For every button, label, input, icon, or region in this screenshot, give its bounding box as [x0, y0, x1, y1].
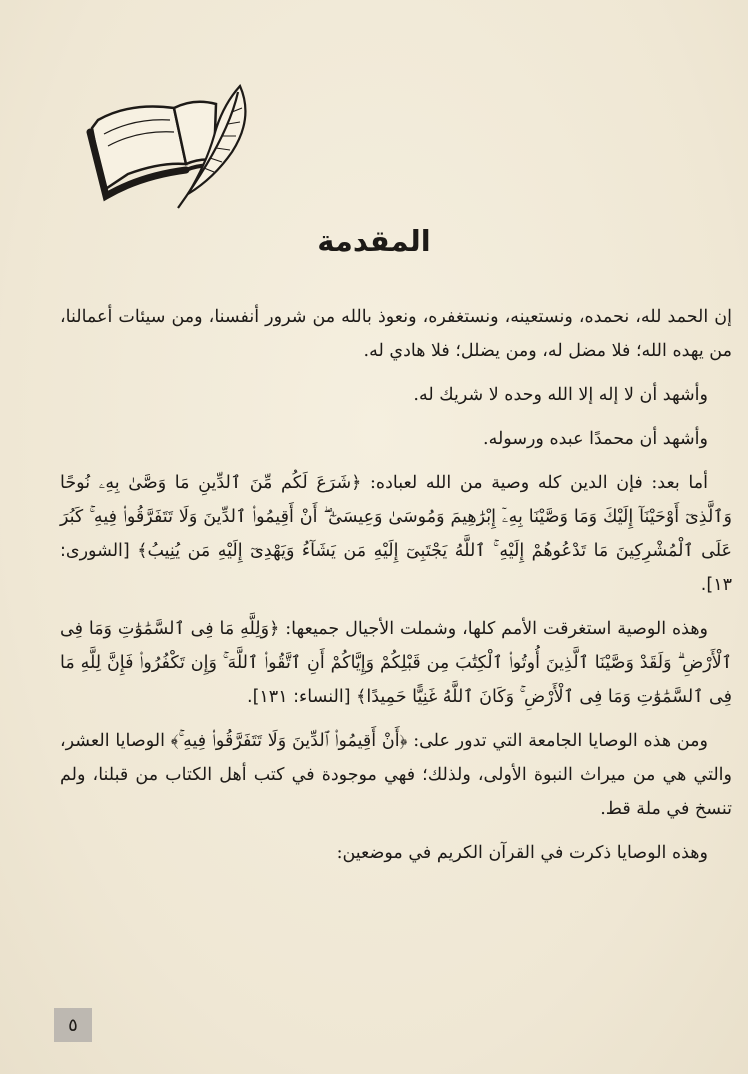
- open-book-and-quill-icon: [82, 78, 252, 218]
- continuation-text: الوصايا العشر، والتي هي من ميراث النبوة الأولى، ولذلك؛ فهي موجودة في كتب أهل الكتاب من قبلنا، ولم تنسخ في ملة قط.: [60, 731, 732, 819]
- body-text: [60, 300, 732, 880]
- page-title: المقدمة: [317, 224, 431, 258]
- paragraph-two-places: وهذه الوصايا ذكرت في القرآن الكريم في موضعين:: [336, 843, 708, 863]
- intro-text: أما بعد: فإن الدين كله وصية من الله لعباده:: [361, 473, 708, 493]
- quran-verse: ﴿شَرَعَ لَكُم مِّنَ ٱلدِّينِ مَا وَصَّىٰ بِهِۦ نُوحًا وَٱلَّذِىٓ أَوْحَيْنَآ إِلَيْكَ وَمَا وَصَّيْنَا بِهِۦٓ إِبْرَٰهِيمَ وَمُوسَىٰ وَعِيسَىٰٓ ۖ أَنْ أَقِيمُوا۟ ٱلدِّينَ وَلَا تَتَفَرَّقُوا۟ فِيهِ ۚ كَبُرَ عَلَى ٱلْمُشْرِكِينَ مَا تَدْعُوهُمْ إِلَيْهِ ۚ ٱللَّهُ يَجْتَبِىٓ إِلَيْهِ مَن يَشَآءُ وَيَهْدِىٓ إِلَيْهِ مَن يُنِيبُ﴾: [60, 473, 733, 561]
- page-number: ٥: [54, 1008, 92, 1042]
- quran-verse: ﴿أَنْ أَقِيمُوا۟ ٱلدِّينَ وَلَا تَتَفَرَّقُوا۟ فِيهِ ۚ﴾: [170, 731, 408, 751]
- intro-text: ومن هذه الوصايا الجامعة التي تدور على:: [407, 731, 708, 751]
- verse-reference: [النساء: ١٣١].: [247, 687, 357, 707]
- verse-reference: [الشورى: ١٣].: [60, 541, 732, 595]
- quran-verse: ﴿وَلِلَّهِ مَا فِى ٱلسَّمَٰوَٰتِ وَمَا فِى ٱلْأَرْضِ ۗ وَلَقَدْ وَصَّيْنَا ٱلَّذِينَ أُوتُوا۟ ٱلْكِتَٰبَ مِن قَبْلِكُمْ وَإِيَّاكُمْ أَنِ ٱتَّقُوا۟ ٱللَّهَ ۚ وَإِن تَكْفُرُوا۟ فَإِنَّ لِلَّهِ مَا فِى ٱلسَّمَٰوَٰتِ وَمَا فِى ٱلْأَرْضِ ۚ وَكَانَ ٱللَّهُ غَنِيًّا حَمِيدًا﴾: [60, 619, 732, 707]
- paragraph-shahada-1: وأشهد أن لا إله إلا الله وحده لا شريك له.: [413, 385, 708, 405]
- paragraph-praise: إن الحمد لله، نحمده، ونستعينه، ونستغفره، ونعوذ بالله من شرور أنفسنا، ومن سيئات أعمالنا، من يهده الله؛ فلا مضل له، ومن يضلل؛ فلا هادي له.: [60, 307, 732, 361]
- paragraph-ten-commandments: [60, 724, 732, 826]
- intro-text: وهذه الوصية استغرقت الأمم كلها، وشملت الأجيال جميعها:: [279, 619, 709, 639]
- paragraph-wasiyya: [60, 612, 732, 714]
- paragraph-shahada-2: وأشهد أن محمدًا عبده ورسوله.: [483, 429, 708, 449]
- paragraph-ama-bad: [60, 466, 732, 602]
